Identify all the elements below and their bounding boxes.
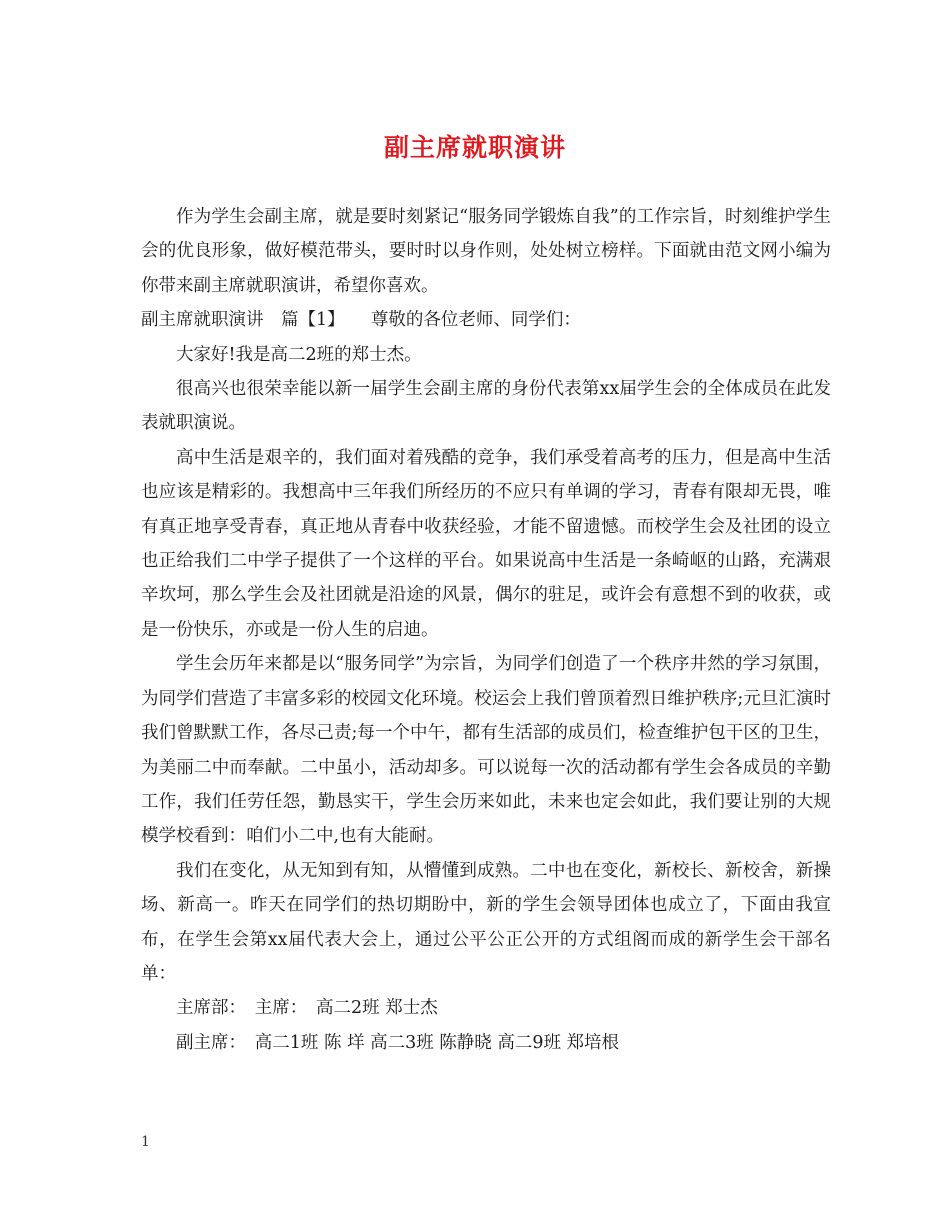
document-title: 副主席就职演讲 bbox=[383, 133, 566, 162]
roster-line-vice-chairman: 副主席： 高二1班 陈 垟 高二3班 陈静晓 高二9班 郑培根 bbox=[176, 1032, 620, 1053]
body-paragraph: 学生会历年来都是以“服务同学”为宗旨，为同学们创造了一个秩序井然的学习氛围，为同学们营造了丰富多彩的校园文化环境。校运会上我们曾顶着烈日维护秩序;元旦汇演时我们曾默默工作，各尽己责;每一个中午，都有生活部的成员们，检查维护包干区的卫生，为美丽二中而奉献。二中虽小，活动却多。可以说每一次的活动都有学生会各成员的辛勤工作，我们任劳任怨，勤恳实干，学生会历来如此，未来也定会如此，我们要让别的大规模学校看到：咱们小二中,也有大能耐。 bbox=[141, 654, 831, 847]
intro-paragraph: 作为学生会副主席，就是要时刻紧记“服务同学锻炼自我”的工作宗旨，时刻维护学生会的优良形象，做好模范带头，要时时以身作则，处处树立榜样。下面就由范文网小编为你带来副主席就职演讲，希望你喜欢。 bbox=[141, 207, 831, 296]
body-paragraph: 很高兴也很荣幸能以新一届学生会副主席的身份代表第xx届学生会的全体成员在此发表就职演说。 bbox=[141, 379, 831, 434]
page-number: 1 bbox=[141, 1134, 150, 1150]
body-paragraph: 大家好!我是高二2班的郑士杰。 bbox=[176, 344, 422, 365]
document-body bbox=[141, 200, 831, 1060]
section-heading: 副主席就职演讲 篇【1】 尊敬的各位老师、同学们： bbox=[141, 310, 581, 331]
body-paragraph: 高中生活是艰辛的，我们面对着残酷的竞争，我们承受着高考的压力，但是高中生活也应该是精彩的。我想高中三年我们所经历的不应只有单调的学习，青春有限却无畏，唯有真正地享受青春，真正地从青春中收获经验，才能不留遗憾。而校学生会及社团的设立也正给我们二中学子提供了一个这样的平台。如果说高中生活是一条崎岖的山路，充满艰辛坎坷，那么学生会及社团就是沿途的风景，偶尔的驻足，或许会有意想不到的收获，或是一份快乐，亦或是一份人生的启迪。 bbox=[141, 447, 831, 640]
roster-line-chairman: 主席部： 主席： 高二2班 郑士杰 bbox=[176, 998, 438, 1019]
body-paragraph: 我们在变化，从无知到有知，从懵懂到成熟。二中也在变化，新校长、新校舍，新操场、新高一。昨天在同学们的热切期盼中，新的学生会领导团体也成立了，下面由我宣布，在学生会第xx届代表大会上，通过公平公正公开的方式组阁而成的新学生会干部名单： bbox=[141, 860, 831, 984]
